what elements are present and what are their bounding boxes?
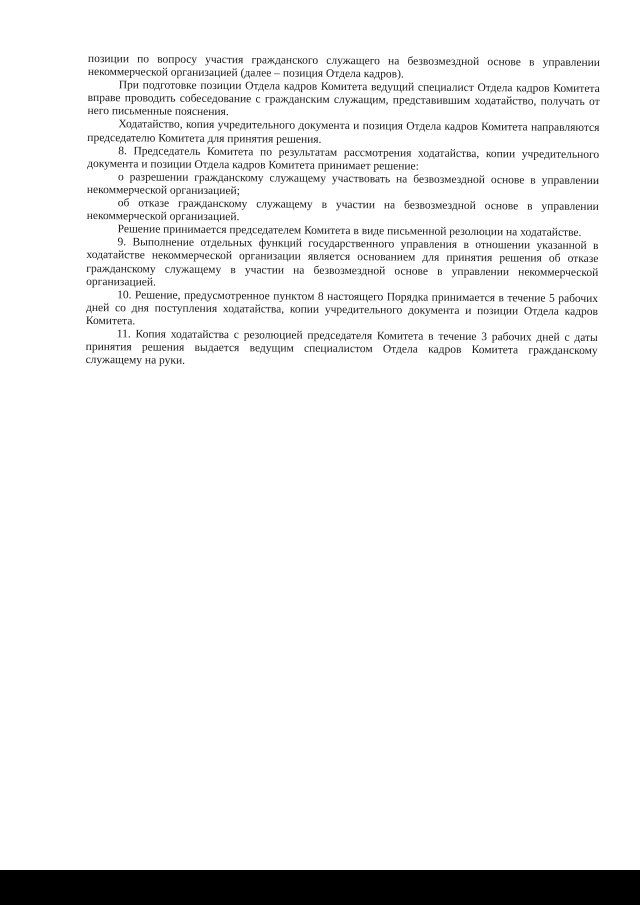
paragraph-item-10: 10. Решение, предусмотренное пунктом 8 настоящего Порядка принимается в течение 5 рабочих дней со дня поступления ходатайства, копии учредительного документа и позиции Отдела кадров Комитета. [85, 288, 599, 328]
document-body [86, 53, 600, 371]
paragraph-item-9: 9. Выполнение отдельных функций государственного управления в отношении указанной в ходатайстве некоммерческой организации является основанием для принятия решения об отказе гражданскому служащему в участии на безвозмездной основе в управлении некоммерческой организацией. [86, 236, 599, 289]
paragraph-item-8: 8. Председатель Комитета по результатам рассмотрения ходатайства, копии учредительного документа и позиции Отдела кадров Комитета принимает решение: [87, 144, 600, 173]
paragraph-item-11: 11. Копия ходатайства с резолюцией председателя Комитета в течение 3 рабочих дней с даты принятия решения выдается ведущим специалистом Отдела кадров Комитета гражданскому служащему на руки. [85, 328, 598, 367]
paragraph-resolution: Решение принимается председателем Комитета в виде письменной резолюции на ходатайстве. [117, 223, 582, 240]
paragraph-interview: При подготовке позиции Отдела кадров Комитета ведущий специалист Отдела кадров Комитета вправе проводить собеседование с гражданским служащим, представившим ходатайство, получать от него письменные пояснения. [87, 79, 600, 119]
paragraph-decision-refuse: об отказе гражданскому служащему в участии на безвозмездной основе в управлении некоммерческой организацией. [86, 197, 599, 224]
paragraph-decision-permit: о разрешении гражданскому служащему участвовать на безвозмездной основе в управлении некоммерческой организацией; [86, 171, 600, 198]
paragraph-position-definition: позиции по вопросу участия гражданского служащего на безвозмездной основе в управлении некоммерческой организацией (далее – позиция Отдела кадров). [87, 53, 600, 81]
scan-bottom-edge [0, 870, 640, 905]
paragraph-forwarding: Ходатайство, копия учредительного документа и позиция Отдела кадров Комитета направляются председателю Комитета для принятия решения. [87, 118, 600, 146]
